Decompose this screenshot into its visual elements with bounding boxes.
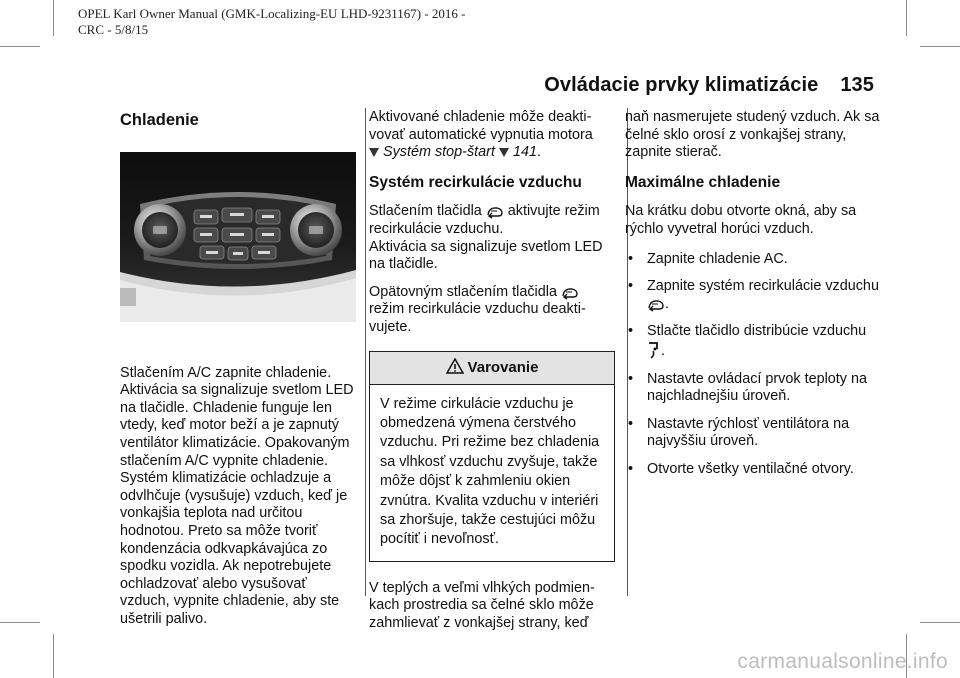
warning-box [369, 351, 615, 562]
reference-link[interactable]: Systém stop-štart [383, 144, 495, 161]
crop-mark [920, 46, 960, 47]
humid-conditions-paragraph: V teplých a veľmi vlhkých podmien-kach prostredia sa čelné sklo môže zahmlievať z vonkajšej strany, keď [369, 579, 595, 631]
max-cooling-intro: Na krátku dobu otvorte okná, aby sa rýchlo vyvetral horúci vzduch. [625, 203, 857, 237]
max-cooling-steps [625, 251, 880, 479]
reference-triangle-icon [499, 148, 509, 157]
crop-mark [0, 622, 40, 623]
warning-title-bar [370, 352, 614, 385]
section-heading-cooling: Chladenie [120, 111, 199, 129]
meta-line-1: OPEL Karl Owner Manual (GMK-Localizing-EU LHD-9231167) - 2016 - [78, 6, 466, 21]
recirculation-icon [486, 205, 504, 219]
page-title: Ovládacie prvky klimatizácie [544, 74, 819, 96]
crop-mark [920, 622, 960, 623]
watermark: carmanualsonline.info [737, 650, 948, 673]
list-item: • Zapnite systém recirkulácie vzduchu . [628, 278, 879, 312]
meta-line-2: CRC - 5/8/15 [78, 22, 149, 37]
column-3 [625, 109, 880, 489]
list-item: • Nastavte ovládací prvok teploty na najchladnejšiu úroveň. [628, 370, 867, 405]
warning-body: V režime cirkulácie vzduchu je obmedzená výmena čerstvého vzduchu. Pri režime bez chladenia sa vlhkosť vzduchu zvyšuje, takže môže dôjsť k zahmleniu okien zvnútra. Kvalita vzduchu v interiéri sa zhoršuje, takže cestujúci môžu pocítiť i nevoľnosť. [380, 395, 600, 548]
page-number: 135 [840, 74, 874, 96]
reference-triangle-icon [369, 148, 379, 157]
section-heading-recirculation: Systém recirkulácie vzduchu [369, 173, 582, 191]
period: . [536, 144, 541, 161]
climate-control-photo [120, 152, 356, 322]
crop-mark [0, 46, 40, 47]
recirc-led-paragraph: Aktivácia sa signalizuje svetlom LED na tlačidle. [369, 238, 603, 273]
recirc-deactivate-paragraph [369, 284, 615, 337]
crop-mark [906, 0, 907, 36]
section-heading-max-cooling: Maximálne chladenie [625, 173, 781, 191]
document-meta [78, 6, 518, 38]
reference-page[interactable]: 141 [512, 144, 537, 161]
crop-mark [53, 0, 54, 36]
recirc-activate-paragraph [369, 203, 615, 238]
crop-mark [53, 634, 54, 678]
recirculation-icon [561, 286, 579, 300]
recirc-activate-text-a: Stlačením tlačidla [369, 203, 482, 220]
list-item: • Nastavte rýchlosť ventilátora na najvyššiu úroveň. [628, 415, 850, 450]
list-item: • Zapnite chladenie AC. [628, 250, 788, 267]
cooling-paragraph: Stlačením A/C zapnite chladenie. Aktivácia sa signalizuje svetlom LED na tlačidle. Chladenie funguje len vtedy, keď motor beží a je zapnutý ventilátor klimatizácie. Opakovaným stlačením A/C vypnite chladenie. Systém klimatizácie ochladzuje a odvlhčuje (vysušuje) vzduch, keď je vonkajšia teplota nad určitou hodnotou. Preto sa môže tvoriť kondenzácia odkvapkávajúca zo spodku vozidla. Ak nepotrebujete ochladzovať alebo vysušovať vzduch, vypnite chladenie, aby ste ušetrili palivo. [120, 364, 354, 627]
list-item: • Otvorte všetky ventilačné otvory. [628, 460, 854, 477]
warning-icon [446, 358, 464, 374]
air-distribution-icon [647, 341, 661, 359]
windshield-paragraph: naň nasmerujete studený vzduch. Ak sa čelné sklo orosí z vonkajšej strany, zapnite stierač. [625, 109, 880, 161]
stop-start-text: Aktivované chladenie môže deakti-vovať automatické vypnutia motora [369, 109, 593, 143]
column-2 [369, 109, 615, 633]
list-item: • Stlačte tlačidlo distribúcie vzduchu . [628, 323, 867, 359]
recirc-activate-text-b: aktivujte režim recirkulácie vzduchu. [369, 203, 600, 237]
column-divider [365, 108, 366, 596]
recirc-deactivate-text-b: režim recirkulácie vzduchu deakti-vujete. [369, 301, 586, 335]
page-header [544, 74, 874, 97]
warning-title: Varovanie [467, 358, 539, 376]
recirculation-icon [647, 298, 665, 312]
recirc-deactivate-text-a: Opätovným stlačením tlačidla [369, 283, 557, 300]
stop-start-note [369, 109, 615, 162]
